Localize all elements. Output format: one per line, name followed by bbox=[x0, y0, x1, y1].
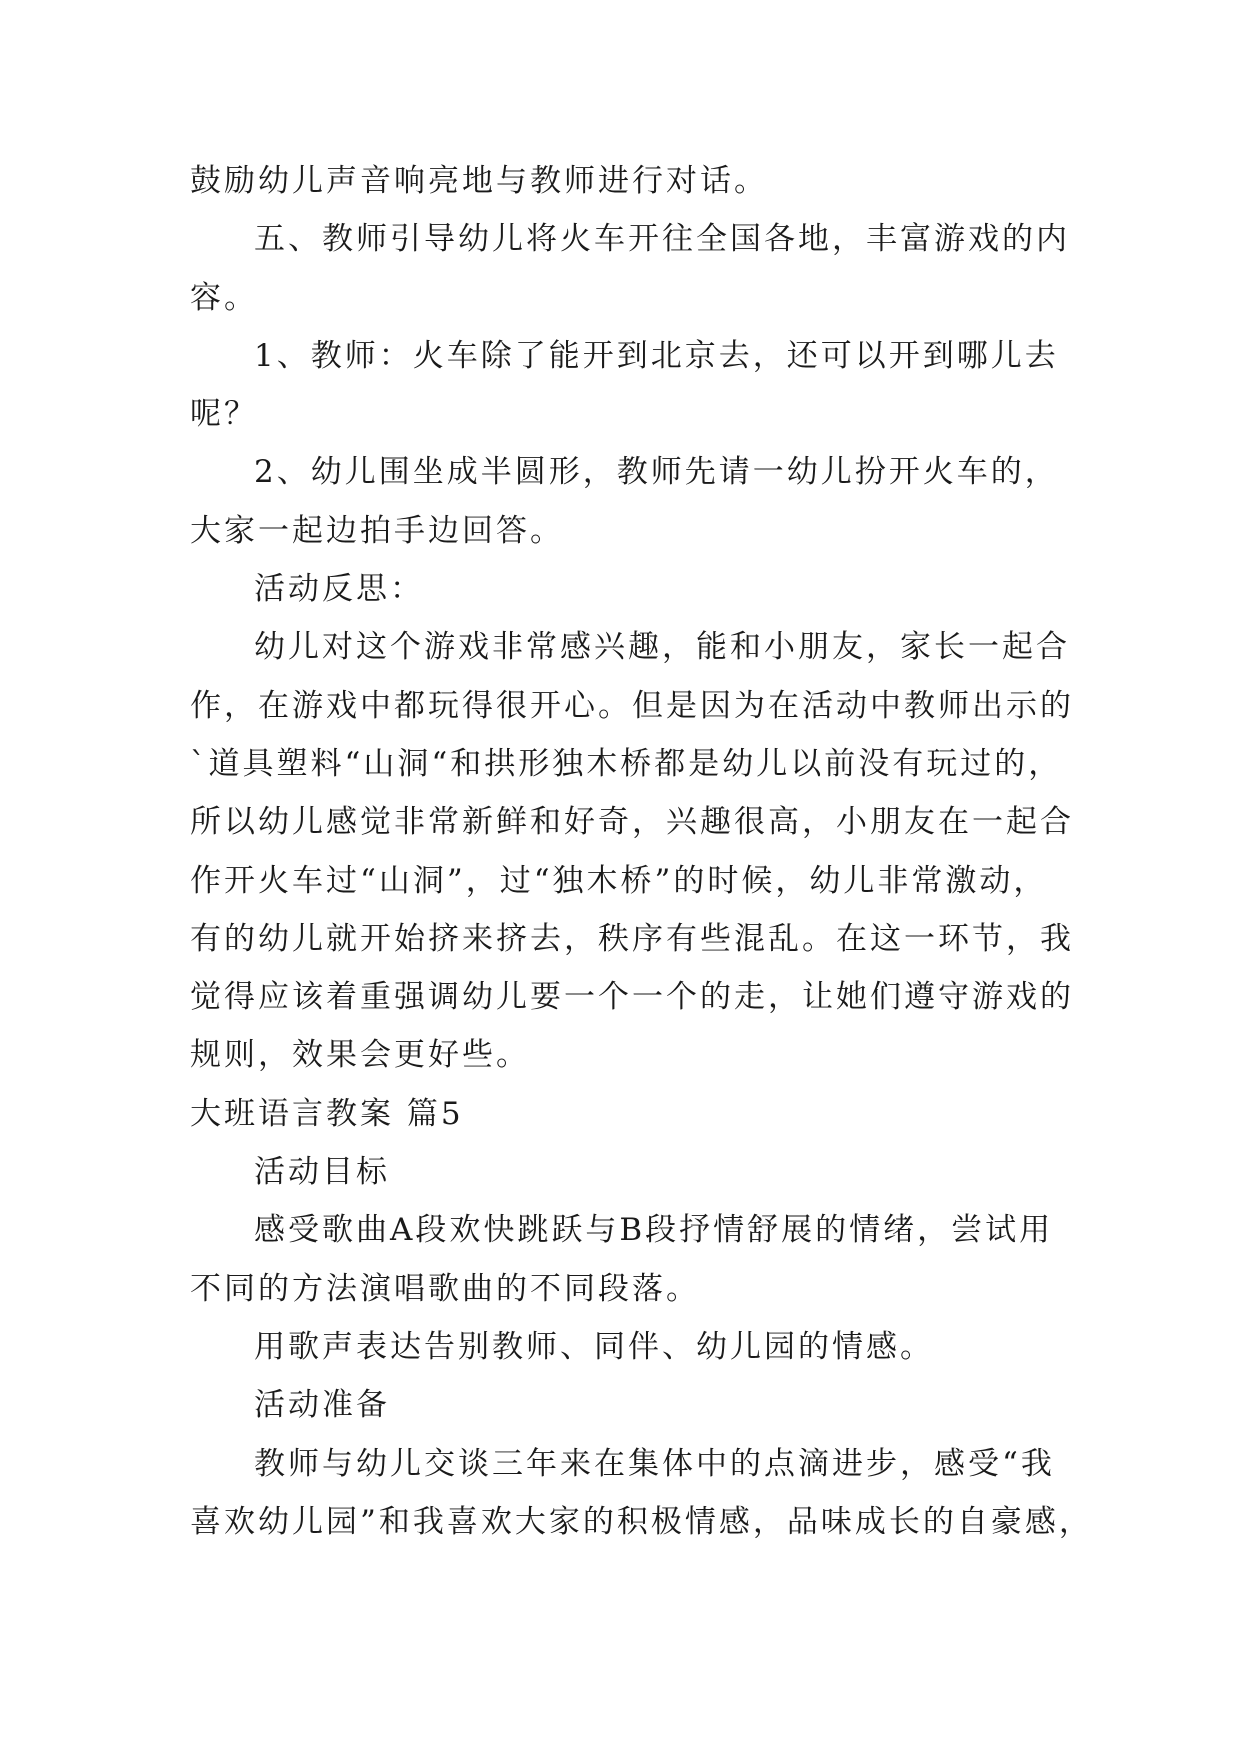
text-line: 不同的方法演唱歌曲的不同段落。 bbox=[190, 1270, 700, 1307]
text-line: 大家一起边拍手边回答。 bbox=[190, 512, 564, 549]
section-heading: 活动反思： bbox=[254, 571, 424, 608]
text-line: 规则，效果会更好些。 bbox=[190, 1037, 530, 1074]
text-line: 觉得应该着重强调幼儿要一个一个的走，让她们遵守游戏的 bbox=[190, 979, 1074, 1016]
text-line: 作开火车过“山洞”，过“独木桥”的时候，幼儿非常激动， bbox=[190, 862, 1048, 899]
text-line: 教师与幼儿交谈三年来在集体中的点滴进步，感受“我 bbox=[254, 1445, 1055, 1482]
text-line: 容。 bbox=[190, 279, 258, 316]
section-heading: 活动准备 bbox=[254, 1387, 390, 1424]
document-section-title: 大班语言教案 篇5 bbox=[190, 1095, 464, 1132]
text-line: 喜欢幼儿园”和我喜欢大家的积极情感，品味成长的自豪感， bbox=[190, 1503, 1093, 1540]
section-heading: 活动目标 bbox=[254, 1154, 390, 1191]
text-line: 作，在游戏中都玩得很开心。但是因为在活动中教师出示的 bbox=[190, 687, 1074, 724]
text-line: 幼儿对这个游戏非常感兴趣，能和小朋友，家长一起合 bbox=[254, 629, 1070, 666]
text-line: 所以幼儿感觉非常新鲜和好奇，兴趣很高，小朋友在一起合 bbox=[190, 804, 1074, 841]
text-line: 感受歌曲A段欢快跳跃与B段抒情舒展的情绪，尝试用 bbox=[254, 1212, 1054, 1249]
text-line: 用歌声表达告别教师、同伴、幼儿园的情感。 bbox=[254, 1328, 934, 1365]
text-line: 1、教师：火车除了能开到北京去，还可以开到哪儿去 bbox=[254, 337, 1059, 374]
document-body bbox=[190, 152, 1093, 1551]
text-line: 呢？ bbox=[190, 396, 258, 433]
text-line: 五、教师引导幼儿将火车开往全国各地，丰富游戏的内 bbox=[254, 221, 1070, 258]
text-line: 2、幼儿围坐成半圆形，教师先请一幼儿扮开火车的， bbox=[254, 454, 1059, 491]
text-line: `道具塑料“山洞“和拱形独木桥都是幼儿以前没有玩过的， bbox=[190, 745, 1063, 782]
text-line: 有的幼儿就开始挤来挤去，秩序有些混乱。在这一环节，我 bbox=[190, 920, 1074, 957]
text-line: 鼓励幼儿声音响亮地与教师进行对话。 bbox=[190, 163, 768, 199]
